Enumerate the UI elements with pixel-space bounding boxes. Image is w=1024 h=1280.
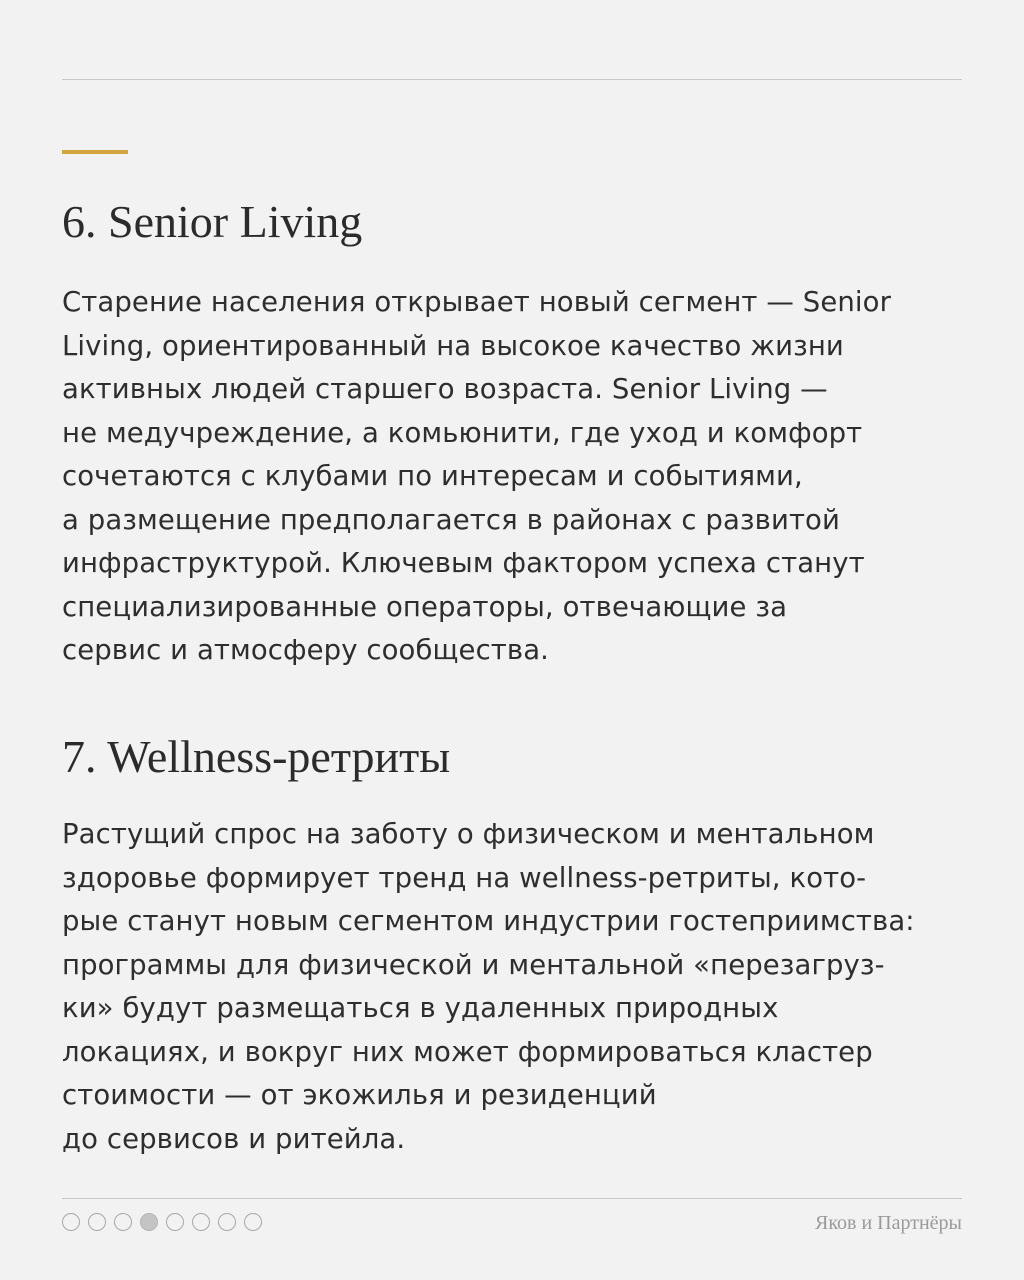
accent-bar (62, 150, 128, 154)
bottom-divider (62, 1198, 962, 1199)
body-line: ки» будут размещаться в удаленных природных (62, 992, 779, 1024)
pagination-dots (62, 1213, 262, 1233)
body-line: Living, ориентированный на высокое качество жизни (62, 329, 844, 362)
body-line: не медучреждение, а комьюнити, где уход и комфорт (62, 416, 863, 449)
pagination-dot[interactable] (218, 1213, 236, 1231)
section-body-senior-living (62, 281, 891, 673)
top-divider (62, 79, 962, 80)
body-line: рые станут новым сегментом индустрии гостеприимства: (62, 905, 915, 937)
body-line: здоровье формирует тренд на wellness-ретриты, кото- (62, 861, 867, 894)
section-heading-wellness-retreats: 7. Wellness-ретриты (62, 731, 451, 782)
body-line: сочетаются с клубами по интересам и событиями, (62, 460, 803, 492)
pagination-dot-active[interactable] (140, 1213, 158, 1231)
pagination-dot[interactable] (114, 1213, 132, 1231)
body-line: инфраструктурой. Ключевым фактором успеха станут (62, 547, 865, 579)
body-line: локациях, и вокруг них может формироваться кластер (62, 1035, 873, 1068)
pagination-dot[interactable] (244, 1213, 262, 1231)
pagination-dot[interactable] (62, 1213, 80, 1231)
body-line: активных людей старшего возраста. Senior Living — (62, 373, 828, 405)
section-heading-senior-living: 6. Senior Living (62, 196, 363, 247)
body-line: стоимости — от экожилья и резиденций (62, 1079, 657, 1111)
body-line: программы для физической и ментальной «перезагруз- (62, 948, 885, 981)
body-line: Старение населения открывает новый сегмент — Senior (62, 286, 891, 318)
body-line: до сервисов и ритейла. (62, 1122, 406, 1155)
pagination-dot[interactable] (166, 1213, 184, 1231)
brand-name: Яков и Партнёры (814, 1212, 962, 1234)
body-line: сервис и атмосферу сообщества. (62, 634, 550, 666)
pagination-dot[interactable] (192, 1213, 210, 1231)
pagination-dot[interactable] (88, 1213, 106, 1231)
section-body-wellness-retreats (62, 813, 915, 1161)
body-line: специализированные операторы, отвечающие за (62, 590, 788, 623)
body-line: а размещение предполагается в районах с развитой (62, 503, 840, 536)
body-line: Растущий спрос на заботу о физическом и ментальном (62, 818, 875, 850)
